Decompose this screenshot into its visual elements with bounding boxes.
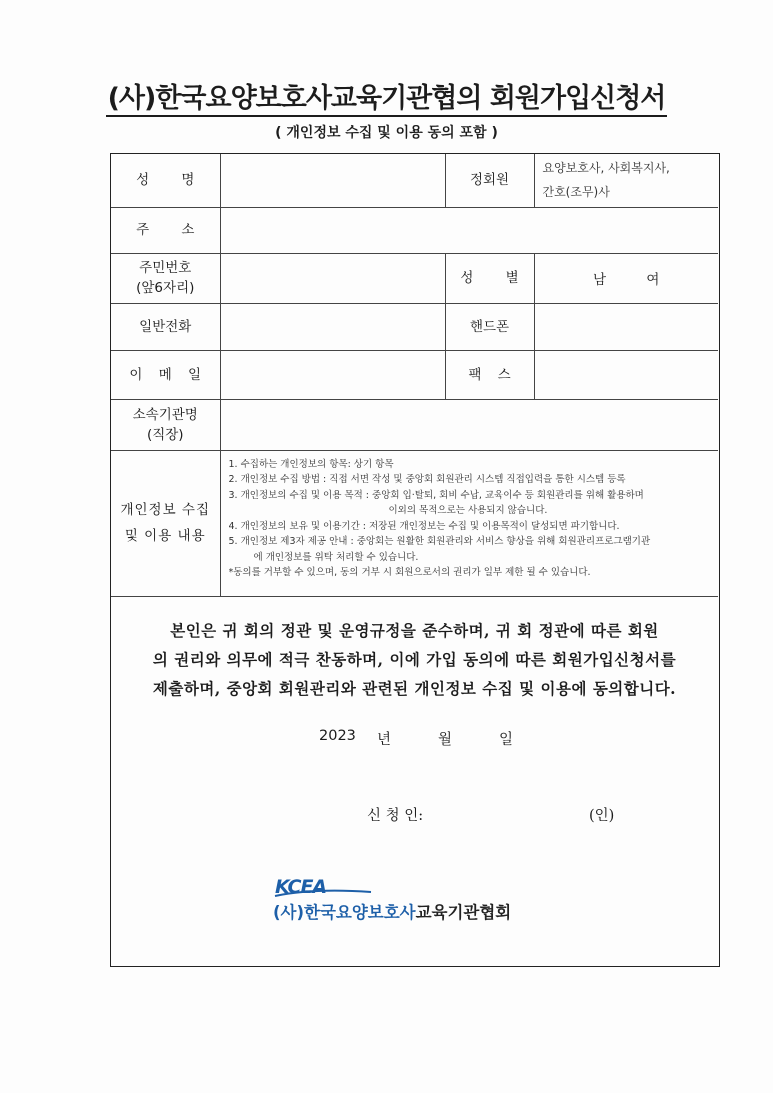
- declaration-line1: 본인은 귀 회의 정관 및 운영규정을 준수하며, 귀 회 정관에 따른 회원: [170, 621, 659, 640]
- mobile-label: 핸드폰: [445, 303, 534, 350]
- privacy-label-line2: 및 이용 내용: [124, 528, 206, 544]
- association-logo: [273, 876, 573, 926]
- id-label-line2: (앞6자리): [136, 280, 195, 296]
- id-label: [111, 253, 220, 303]
- row-email: [111, 350, 718, 399]
- privacy-content: [220, 450, 718, 596]
- privacy-item: 4. 개인정보의 보유 및 이용기간 : 저장된 개인정보는 수집 및 이용목적이 달성되면 파기합니다.: [228, 520, 620, 532]
- mobile-field[interactable]: [534, 303, 718, 350]
- logo-org-name: [273, 899, 511, 923]
- org-field[interactable]: [220, 399, 718, 450]
- member-types: [534, 154, 718, 207]
- address-field[interactable]: [220, 207, 718, 253]
- phone-label: 일반전화: [111, 303, 220, 350]
- row-address: [111, 207, 718, 253]
- applicant-label: 신 청 인:: [367, 808, 424, 824]
- logo-org-dark: 교육기관협회: [415, 903, 512, 922]
- row-organization: [111, 399, 718, 450]
- row-name: [111, 154, 718, 207]
- date-year-unit: 년: [377, 732, 392, 748]
- privacy-item: 이외의 목적으로는 사용되지 않습니다.: [388, 505, 548, 516]
- member-label: 정회원: [445, 154, 534, 207]
- gender-female-option[interactable]: 여: [646, 272, 660, 288]
- privacy-item: 에 개인정보를 위탁 처리할 수 있습니다.: [253, 551, 419, 563]
- consent-declaration: [111, 616, 718, 703]
- id-field[interactable]: [220, 253, 445, 303]
- member-types-line2: 간호(조무)사: [542, 185, 610, 200]
- application-form-frame: [110, 153, 720, 967]
- privacy-item: 3. 개인정보의 수집 및 이용 목적 : 중앙회 입·탈퇴, 회비 수납, 교육이수 등 회원관리를 위해 활용하며: [228, 489, 644, 501]
- gender-label: 성 별: [445, 253, 534, 303]
- email-field[interactable]: [220, 350, 445, 399]
- address-label: 주 소: [111, 207, 220, 253]
- name-field[interactable]: [220, 154, 445, 207]
- logo-org-blue: 한국요양보호사: [304, 903, 416, 922]
- document-title: (사)한국요양보호사교육기관협의 회원가입신청서: [0, 76, 773, 115]
- date-day-unit: 일: [499, 732, 514, 748]
- fax-label: 팩 스: [445, 350, 534, 399]
- document-subtitle: ( 개인정보 수집 및 이용 동의 포함 ): [275, 125, 498, 141]
- org-label-line2: (직장): [146, 426, 184, 443]
- row-privacy: [111, 450, 718, 596]
- id-label-line1: 주민번호: [139, 260, 192, 276]
- privacy-item: 1. 수집하는 개인정보의 항목: 상기 항목: [228, 458, 394, 470]
- date-month-unit: 월: [438, 732, 453, 748]
- member-info-table: [111, 154, 718, 597]
- logo-org-prefix: (사): [273, 903, 305, 922]
- name-label: 성 명: [111, 154, 220, 207]
- phone-field[interactable]: [220, 303, 445, 350]
- fax-field[interactable]: [534, 350, 718, 399]
- org-label-line1: 소속기관명: [132, 406, 198, 423]
- privacy-item: 5. 개인정보 제3자 제공 안내 : 중앙회는 원활한 회원관리와 서비스 향상을 위해 회원관리프로그램기관: [228, 536, 651, 547]
- date-year: 2023: [319, 728, 356, 744]
- gender-options: [534, 253, 718, 303]
- gender-male-option[interactable]: 남: [593, 272, 607, 288]
- row-id: [111, 253, 718, 303]
- row-phone: [111, 303, 718, 350]
- member-types-line1: 요양보호사, 사회복지사,: [542, 161, 670, 176]
- declaration-line3: 제출하며, 중앙회 회원관리와 관련된 개인정보 수집 및 이용에 동의합니다.: [152, 679, 677, 698]
- logo-mark: KCEA: [275, 876, 327, 898]
- declaration-line2: 의 권리와 의무에 적극 찬동하며, 이에 가입 동의에 따른 회원가입신청서를: [152, 650, 677, 669]
- privacy-item: 2. 개인정보 수집 방법 : 직접 서면 작성 및 중앙회 회원관리 시스템 직접입력을 통한 시스템 등록: [228, 474, 626, 485]
- org-label: [111, 399, 220, 450]
- seal-mark: (인): [589, 808, 615, 824]
- privacy-label-line1: 개인정보 수집: [120, 502, 211, 518]
- privacy-label: [111, 450, 220, 596]
- email-label: 이 메 일: [111, 350, 220, 399]
- privacy-item: *동의를 거부할 수 있으며, 동의 거부 시 회원으로서의 권리가 일부 제한 될 수 있습니다.: [228, 567, 591, 578]
